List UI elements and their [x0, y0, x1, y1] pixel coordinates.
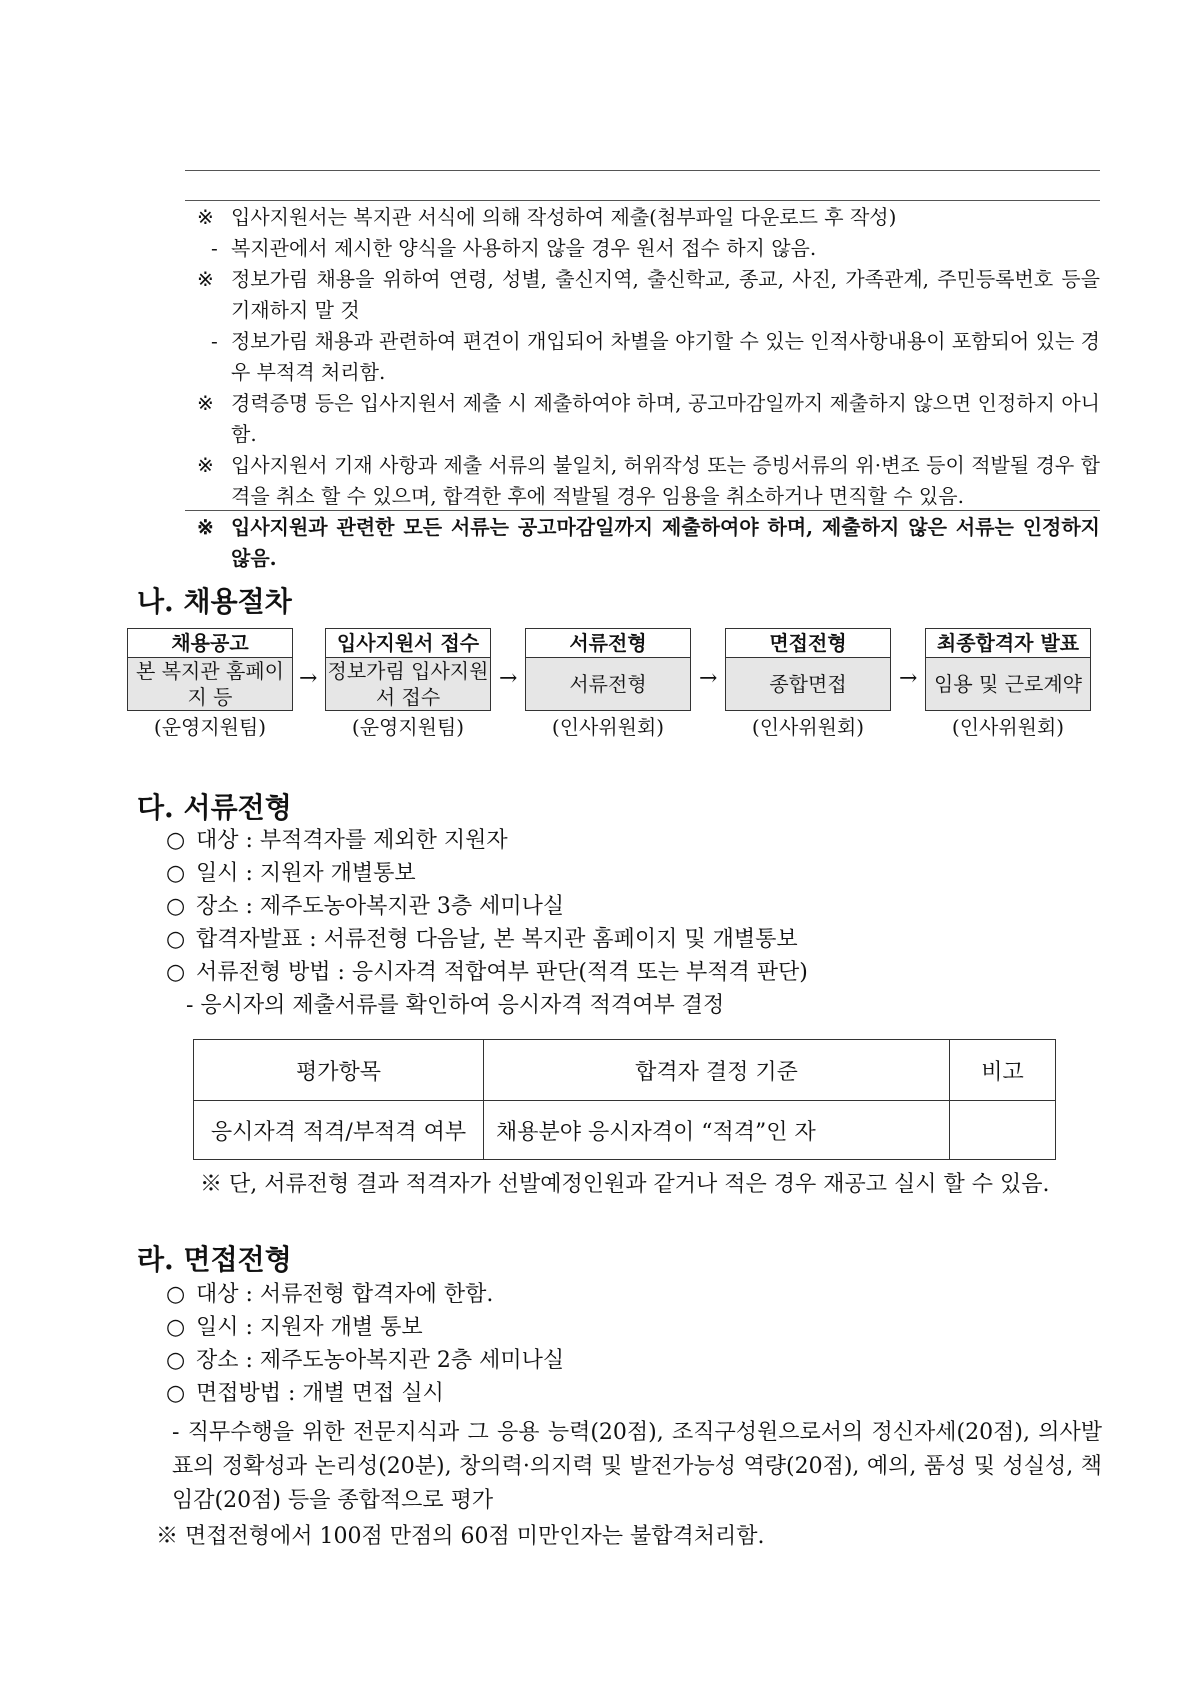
circle-bullet-icon: ○: [166, 828, 186, 853]
note-4: - 정보가림 채용과 관련하여 편견이 개입되어 차별을 야기할 수 있는 인적사항내용이 포함되어 있는 경우 부적격 처리함.: [211, 329, 1100, 384]
list-item: ○ 장소 : 제주도농아복지관 2층 세미나실: [166, 1344, 564, 1377]
list-item: ○ 일시 : 지원자 개별통보: [166, 857, 808, 890]
evaluation-table: [193, 1039, 1056, 1160]
circle-bullet-icon: ○: [166, 1348, 186, 1373]
note-1: ※ 입사지원서는 복지관 서식에 의해 작성하여 제출(첨부파일 다운로드 후 작성): [197, 205, 897, 229]
note-6: ※ 입사지원서 기재 사항과 제출 서류의 불일치, 허위작성 또는 증빙서류의 위·변조 등이 적발될 경우 합격을 취소 할 수 있으며, 합격한 후에 적발될 경우 임용을 취소하거나 면직할 수 있음.: [197, 453, 1100, 508]
table-header: 비고: [950, 1040, 1056, 1101]
arrow-right-icon: →: [699, 666, 718, 691]
step-body: 종합면접: [726, 658, 890, 710]
circle-bullet-icon: ○: [166, 861, 186, 886]
interview-list: [166, 1278, 564, 1410]
step-4: [725, 628, 891, 741]
note-5: ※ 경력증명 등은 입사지원서 제출 시 제출하여야 하며, 공고마감일까지 제출하지 않으면 인정하지 아니함.: [197, 391, 1100, 446]
step-body: 임용 및 근로계약: [926, 658, 1090, 710]
list-item: ○ 장소 : 제주도농아복지관 3층 세미나실: [166, 890, 808, 923]
heading-document-screening: 다. 서류전형: [137, 791, 292, 824]
circle-bullet-icon: ○: [166, 927, 186, 952]
step-owner: (운영지원팀): [351, 715, 465, 739]
notes-bottom-rule: [185, 510, 1100, 511]
step-2: [325, 628, 491, 741]
note-2: - 복지관에서 제시한 양식을 사용하지 않을 경우 원서 접수 하지 않음.: [211, 236, 817, 260]
notes-top-rule: [185, 200, 1100, 201]
procedure-flow: [127, 628, 1092, 748]
table-header-row: [194, 1040, 1056, 1101]
heading-procedure: 나. 채용절차: [137, 585, 292, 618]
notes-block: [185, 202, 1100, 574]
interview-footnote: ※ 면접전형에서 100점 만점의 60점 미만인자는 불합격처리함.: [156, 1524, 765, 1549]
table-header: 평가항목: [194, 1040, 484, 1101]
list-sub-item: - 응시자의 제출서류를 확인하여 응시자격 적격여부 결정: [186, 993, 725, 1018]
step-title: 최종합격자 발표: [926, 629, 1090, 658]
interview-criteria-paragraph: - 직무수행을 위한 전문지식과 그 응용 능력(20점), 조직구성원으로서의 정신자세(20점), 의사발표의 정확성과 논리성(20분), 창의력·의지력 및 발전가능성 역량(20점), 예의, 품성 및 성실성, 책임감(20점) 등을 종합적으로 평가: [172, 1420, 1102, 1513]
arrow-right-icon: →: [899, 666, 918, 691]
list-item: ○ 서류전형 방법 : 응시자격 적합여부 판단(적격 또는 부적격 판단): [166, 956, 808, 989]
table-cell: [950, 1101, 1056, 1160]
circle-bullet-icon: ○: [166, 1315, 186, 1340]
table-row: [194, 1101, 1056, 1160]
table-header: 합격자 결정 기준: [484, 1040, 950, 1101]
circle-bullet-icon: ○: [166, 894, 186, 919]
circle-bullet-icon: ○: [166, 1381, 186, 1406]
step-title: 채용공고: [128, 629, 292, 658]
step-body: 서류전형: [526, 658, 690, 710]
step-body: 본 복지관 홈페이지 등: [128, 658, 292, 710]
table-cell: 응시자격 적격/부적격 여부: [194, 1101, 484, 1160]
step-1: [127, 628, 293, 741]
arrow-right-icon: →: [299, 666, 318, 691]
step-owner: (인사위원회): [951, 715, 1065, 739]
step-owner: (인사위원회): [751, 715, 865, 739]
step-owner: (운영지원팀): [153, 715, 267, 739]
top-rule: [185, 170, 1100, 171]
list-item: ○ 일시 : 지원자 개별 통보: [166, 1311, 564, 1344]
table-cell: 채용분야 응시자격이 “적격”인 자: [484, 1101, 950, 1160]
circle-bullet-icon: ○: [166, 960, 186, 985]
document-footnote: ※ 단, 서류전형 결과 적격자가 선발예정인원과 같거나 적은 경우 재공고 실시 할 수 있음.: [200, 1172, 1050, 1197]
note-3: ※ 정보가림 채용을 위하여 연령, 성별, 출신지역, 출신학교, 종교, 사진, 가족관계, 주민등록번호 등을 기재하지 말 것: [197, 267, 1100, 322]
step-title: 입사지원서 접수: [326, 629, 490, 658]
note-7: ※ 입사지원과 관련한 모든 서류는 공고마감일까지 제출하여야 하며, 제출하지 않은 서류는 인정하지 않음.: [197, 515, 1100, 570]
arrow-right-icon: →: [499, 666, 518, 691]
list-item: ○ 면접방법 : 개별 면접 실시: [166, 1377, 564, 1410]
document-screening-list: [166, 824, 808, 1022]
step-5: [925, 628, 1091, 741]
heading-interview: 라. 면접전형: [137, 1243, 292, 1276]
step-title: 면접전형: [726, 629, 890, 658]
step-title: 서류전형: [526, 629, 690, 658]
list-item: ○ 대상 : 서류전형 합격자에 한함.: [166, 1278, 564, 1311]
list-item: ○ 대상 : 부적격자를 제외한 지원자: [166, 824, 808, 857]
step-owner: (인사위원회): [551, 715, 665, 739]
list-item: ○ 합격자발표 : 서류전형 다음날, 본 복지관 홈페이지 및 개별통보: [166, 923, 808, 956]
circle-bullet-icon: ○: [166, 1282, 186, 1307]
step-body: 정보가림 입사지원서 접수: [327, 659, 489, 709]
step-3: [525, 628, 691, 741]
